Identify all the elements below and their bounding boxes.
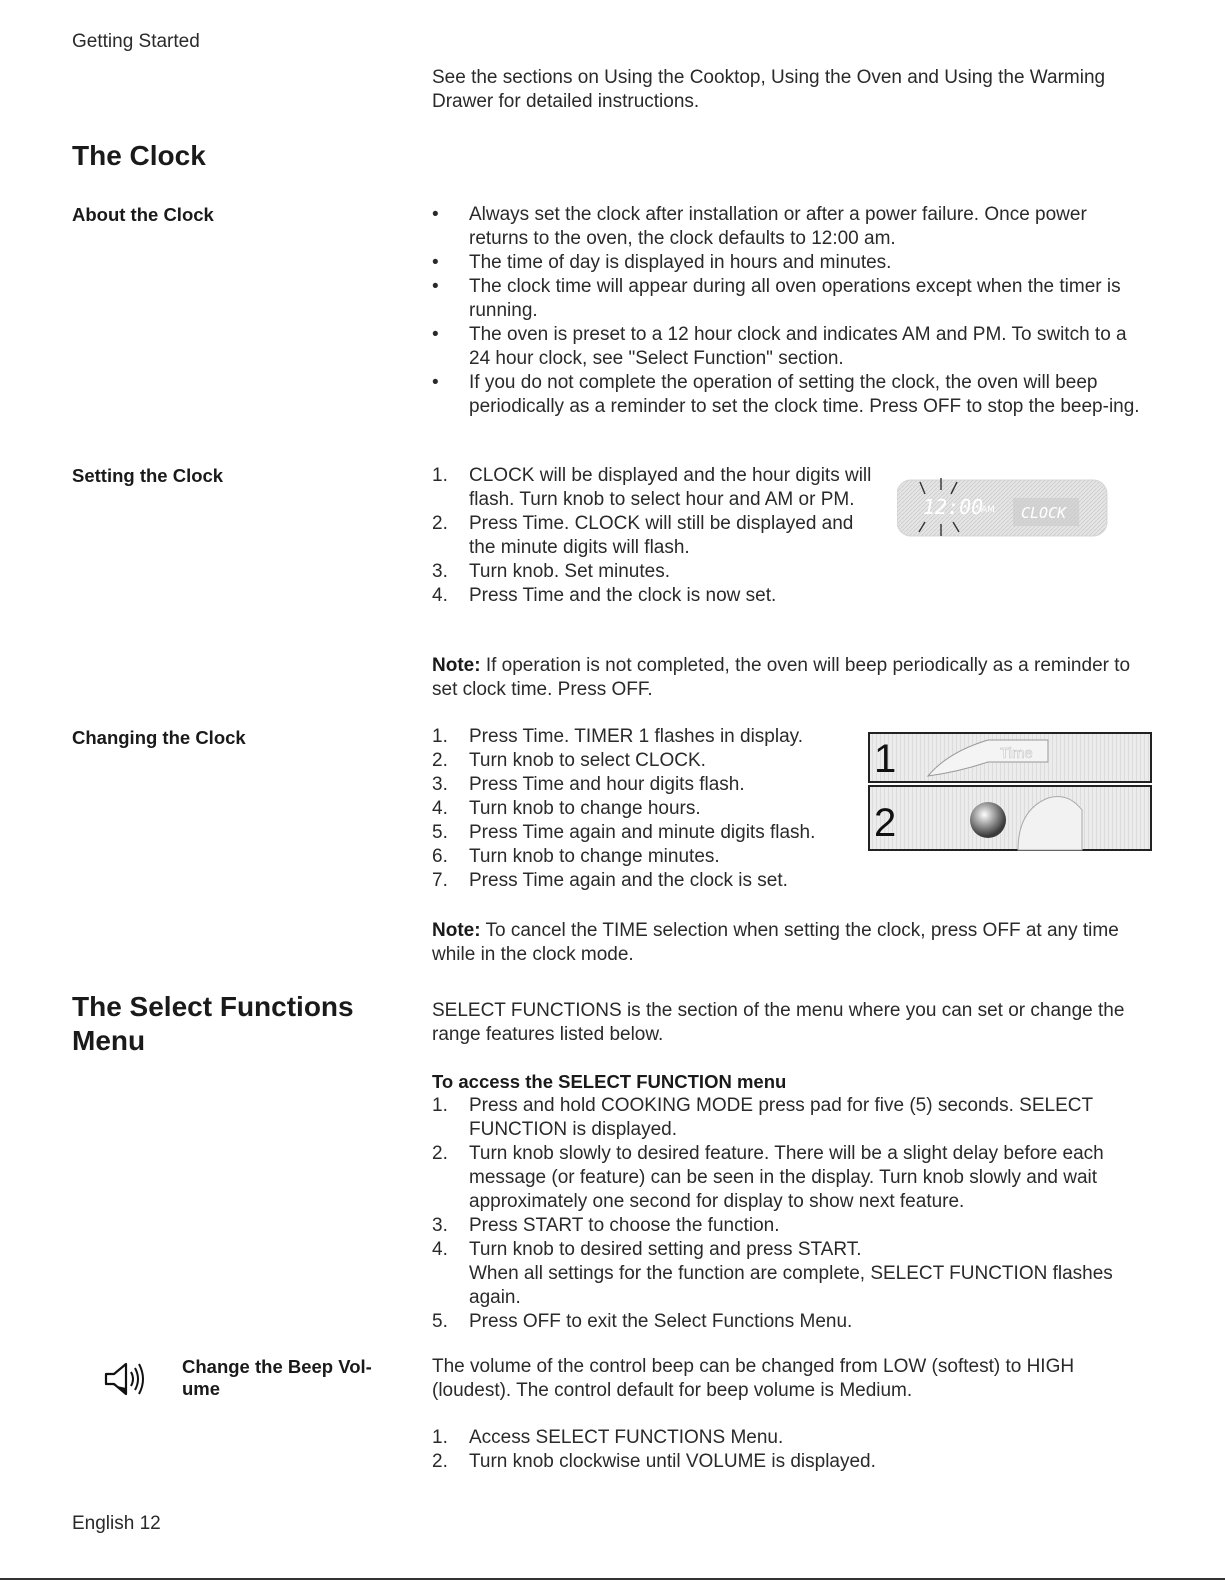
list-item: 2. Turn knob slowly to desired feature. There will be a slight delay before each message (or feature) can be seen in the display. Turn knob slowly and wait approximately one second for display to show next feature.	[432, 1143, 1104, 1212]
list-item: • The oven is preset to a 12 hour clock and indicates AM and PM. To switch to a 24 hour clock, see "Select Function" section.	[432, 324, 1127, 369]
knob-icon	[970, 802, 1006, 838]
list-item: 4. Press Time and the clock is now set.	[432, 585, 777, 606]
list-item: 1. Press and hold COOKING MODE press pad for five (5) seconds. SELECT FUNCTION is displayed.	[432, 1095, 1093, 1140]
list-item: 4. Turn knob to change hours.	[432, 798, 701, 819]
beep-volume-heading: Change the Beep Vol- ume	[182, 1356, 372, 1399]
note-label: Note:	[432, 920, 481, 941]
list-item: 1. Press Time. TIMER 1 flashes in display.	[432, 726, 804, 747]
access-menu-steps	[432, 1094, 1152, 1334]
select-functions-title: The Select Functions Menu	[72, 991, 354, 1056]
list-item: 1. Access SELECT FUNCTIONS Menu.	[432, 1427, 784, 1448]
clock-display-illustration	[897, 476, 1115, 540]
display-time: 12:00	[923, 495, 984, 519]
panel-step-1: 1	[874, 737, 897, 781]
note-label: Note:	[432, 655, 481, 676]
list-item: 5. Press Time again and minute digits flash.	[432, 822, 816, 843]
changing-clock-steps	[432, 725, 872, 893]
intro-paragraph: See the sections on Using the Cooktop, Using the Oven and Using the Warming Drawer for detailed instructions.	[432, 67, 1106, 112]
panel-step-2: 2	[874, 801, 897, 845]
setting-clock-steps	[432, 464, 872, 608]
about-clock-heading: About the Clock	[72, 204, 214, 225]
list-item: 2. Turn knob to select CLOCK.	[432, 750, 706, 771]
list-item: 2. Turn knob clockwise until VOLUME is displayed.	[432, 1451, 876, 1472]
bottom-rule	[0, 1578, 1225, 1580]
beep-volume-steps	[432, 1426, 1152, 1474]
setting-note: Note: If operation is not completed, the oven will beep periodically as a reminder to set clock time. Press OFF.	[432, 655, 1131, 700]
list-item: 2. Press Time. CLOCK will still be displayed and the minute digits will flash.	[432, 513, 854, 558]
select-functions-intro: SELECT FUNCTIONS is the section of the menu where you can set or change the range features listed below.	[432, 1000, 1125, 1045]
list-item: 3. Press Time and hour digits flash.	[432, 774, 745, 795]
speaker-icon	[102, 1358, 148, 1400]
about-clock-list	[432, 203, 1144, 419]
list-item: 6. Turn knob to change minutes.	[432, 846, 720, 867]
page-number: English 12	[72, 1513, 161, 1534]
changing-note: Note: To cancel the TIME selection when setting the clock, press OFF at any time while in the clock mode.	[432, 920, 1119, 965]
setting-clock-heading: Setting the Clock	[72, 465, 224, 486]
clock-section-title: The Clock	[72, 140, 206, 171]
list-item: • If you do not complete the operation of setting the clock, the oven will beep periodically as a reminder to set the clock time. Press OFF to stop the beep-ing.	[432, 372, 1140, 417]
panel-time-button: Time	[1000, 745, 1033, 762]
display-label: CLOCK	[1021, 504, 1067, 522]
list-item: 1. CLOCK will be displayed and the hour digits will flash. Turn knob to select hour and AM or PM.	[432, 465, 872, 510]
beep-volume-intro: The volume of the control beep can be changed from LOW (softest) to HIGH (loudest). The control default for beep volume is Medium.	[432, 1356, 1075, 1401]
list-item: 7. Press Time again and the clock is set.	[432, 870, 788, 891]
running-header: Getting Started	[72, 31, 200, 52]
list-item: • The clock time will appear during all oven operations except when the timer is running.	[432, 276, 1121, 321]
display-ampm: AM	[981, 505, 995, 515]
list-item: 4. Turn knob to desired setting and press START. When all settings for the function are complete, SELECT FUNCTION flashes again.	[432, 1239, 1113, 1308]
list-item: 3. Turn knob. Set minutes.	[432, 561, 671, 582]
access-menu-heading: To access the SELECT FUNCTION menu	[432, 1071, 787, 1092]
changing-clock-heading: Changing the Clock	[72, 727, 246, 748]
list-item: • Always set the clock after installation or after a power failure. Once power returns to the oven, the clock defaults to 12:00 am.	[432, 204, 1087, 249]
list-item: • The time of day is displayed in hours and minutes.	[432, 252, 892, 273]
list-item: 3. Press START to choose the function.	[432, 1215, 780, 1236]
time-knob-illustration	[868, 732, 1154, 856]
list-item: 5. Press OFF to exit the Select Functions Menu.	[432, 1311, 853, 1332]
